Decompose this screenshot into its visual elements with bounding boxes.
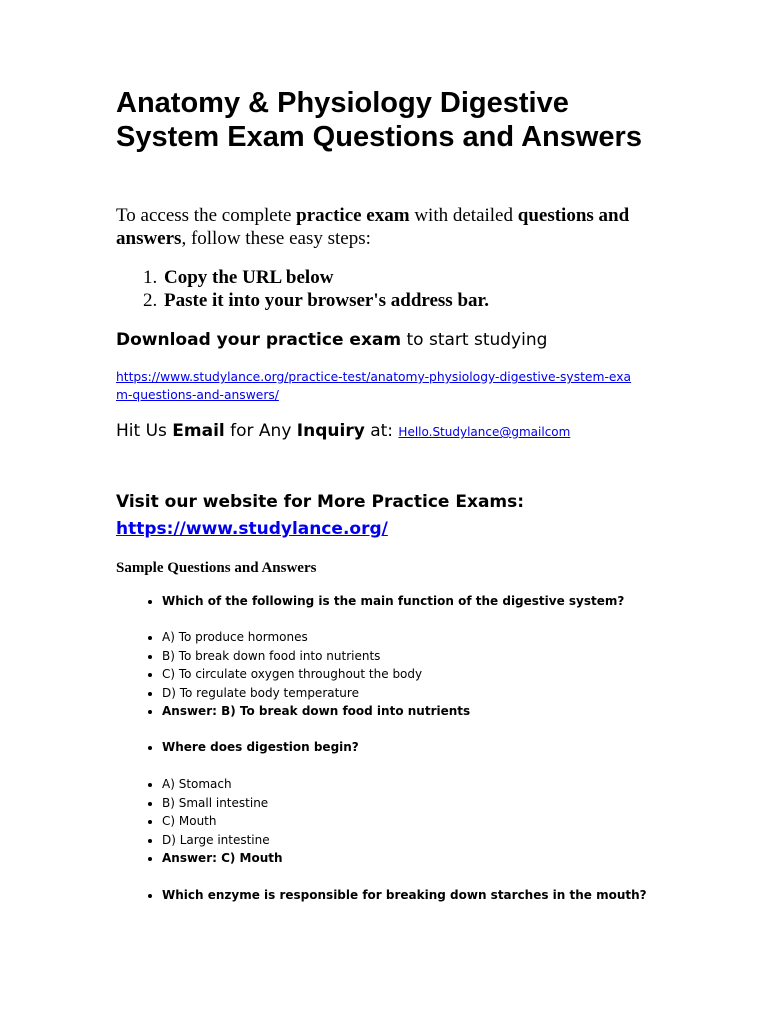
option-item: • C) To circulate oxygen throughout the body	[162, 665, 470, 684]
question-list	[116, 592, 624, 611]
visit-block	[116, 489, 524, 543]
intro-text: To access the complete	[116, 205, 297, 226]
question-item: • Which of the following is the main function of the digestive system?	[162, 592, 624, 611]
step-copy-url: 1. Copy the URL below	[162, 266, 489, 289]
options-list	[116, 775, 283, 868]
download-line	[116, 329, 547, 351]
option-item: • C) Mouth	[162, 812, 283, 831]
option-item: • A) Stomach	[162, 775, 283, 794]
contact-line	[116, 420, 570, 443]
question-item: • Where does digestion begin?	[162, 738, 359, 757]
question-list	[116, 738, 359, 757]
answer-item: • Answer: B) To break down food into nutrients	[162, 702, 470, 721]
sample-heading: Sample Questions and Answers	[116, 560, 317, 576]
contact-bold-email: Email	[172, 421, 225, 441]
question-item: • Which enzyme is responsible for breaking down starches in the mouth?	[162, 886, 647, 905]
download-text: to start studying	[401, 330, 548, 350]
answer-item: • Answer: C) Mouth	[162, 849, 283, 868]
page-title: Anatomy & Physiology Digestive System Exam Questions and Answers	[116, 87, 642, 153]
website-link[interactable]: https://www.studylance.org/	[116, 519, 388, 539]
step-paste-url: 2. Paste it into your browser's address bar.	[162, 289, 489, 312]
intro-bold-questions-answers: questions and answers	[116, 205, 630, 249]
contact-bold-inquiry: Inquiry	[296, 421, 365, 441]
options-list	[116, 628, 470, 721]
intro-text: , follow these easy steps:	[181, 228, 371, 249]
contact-text: Hit Us	[116, 421, 173, 441]
steps-list	[116, 266, 489, 312]
download-bold: Download your practice exam	[116, 330, 402, 350]
intro-bold-practice-exam: practice exam	[296, 205, 410, 226]
contact-text: at:	[364, 421, 399, 441]
option-item: • A) To produce hormones	[162, 628, 470, 647]
option-item: • D) To regulate body temperature	[162, 684, 470, 703]
option-item: • D) Large intestine	[162, 831, 283, 850]
option-item: • B) Small intestine	[162, 794, 283, 813]
intro-paragraph	[116, 204, 656, 250]
contact-email-link[interactable]: Hello.Studylance@gmailcom	[398, 425, 571, 439]
exam-url-link[interactable]: https://www.studylance.org/practice-test/anatomy-physiology-digestive-system-exam-questions-and-answers/	[116, 370, 632, 402]
visit-text: Visit our website for More Practice Exams:	[116, 492, 525, 512]
option-item: • B) To break down food into nutrients	[162, 647, 470, 666]
contact-text: for Any	[224, 421, 297, 441]
question-list	[116, 886, 647, 905]
intro-text: with detailed	[409, 205, 518, 226]
